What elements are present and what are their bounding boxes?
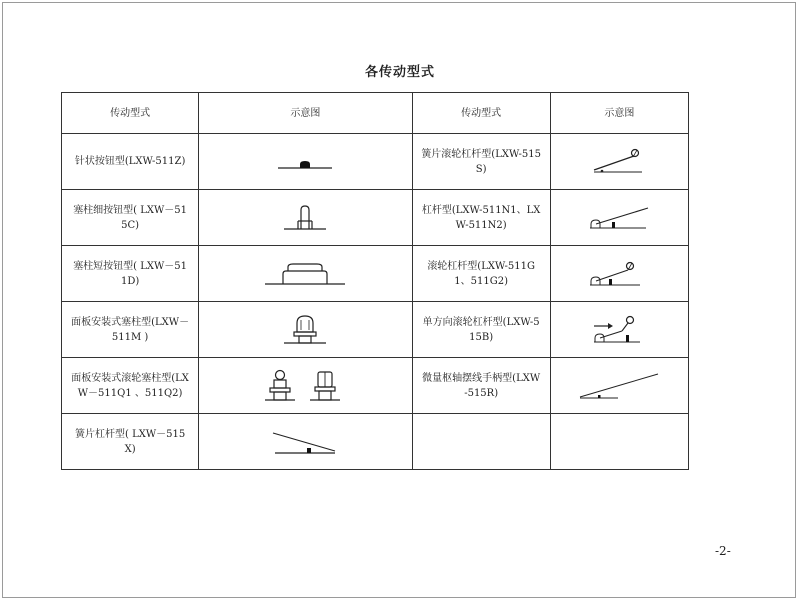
actuator-name: 簧片杠杆型( LXW－515X) (75, 428, 186, 455)
actuator-name-cell (412, 358, 550, 414)
table-row (62, 190, 689, 246)
actuator-name-cell (62, 414, 199, 470)
actuator-name-cell (62, 134, 199, 190)
header-diagram: 示意图 (550, 93, 688, 134)
micro-pivot-wire-handle-icon (574, 368, 664, 404)
table-header-row (62, 93, 689, 134)
actuator-name: 面板安装式滚轮塞柱型(LXW－511Q1 、511Q2) (71, 372, 189, 399)
diagram-cell (550, 246, 688, 302)
plunger-thin-button-icon (270, 201, 340, 235)
actuator-name: 单方向滚轮杠杆型(LXW-515B) (422, 316, 540, 343)
actuator-name-cell (62, 302, 199, 358)
header-diagram: 示意图 (199, 93, 412, 134)
panel-roller-plunger-icon (255, 366, 355, 406)
table-row (62, 134, 689, 190)
diagram-cell (199, 190, 412, 246)
diagram-cell (550, 190, 688, 246)
header-actuator-type: 传动型式 (412, 93, 550, 134)
roller-lever-icon (584, 257, 654, 291)
actuator-type-table (61, 92, 689, 470)
diagram-cell (199, 414, 412, 470)
actuator-name-cell (62, 190, 199, 246)
one-way-roller-lever-icon (584, 312, 654, 348)
needle-button-icon (270, 150, 340, 174)
document-page (2, 2, 796, 598)
actuator-name: 塞柱短按钮型( LXW－511D) (73, 260, 188, 287)
actuator-name-cell (412, 246, 550, 302)
table-row (62, 246, 689, 302)
actuator-name-cell (62, 246, 199, 302)
table-row (62, 302, 689, 358)
diagram-cell (199, 246, 412, 302)
header-actuator-type: 传动型式 (62, 93, 199, 134)
diagram-cell (550, 134, 688, 190)
actuator-name-cell (62, 358, 199, 414)
diagram-cell (550, 302, 688, 358)
diagram-cell (199, 358, 412, 414)
actuator-name: 面板安装式塞柱型(LXW－511M ) (71, 316, 190, 343)
lever-icon (584, 201, 654, 235)
diagram-cell (199, 302, 412, 358)
actuator-name: 簧片滚轮杠杆型(LXW-515S) (421, 148, 541, 175)
diagram-cell (199, 134, 412, 190)
actuator-name: 针状按钮型(LXW-511Z) (74, 156, 186, 167)
actuator-name: 滚轮杠杆型(LXW-511G1、511G2) (427, 260, 535, 287)
diagram-cell (550, 358, 688, 414)
actuator-name: 塞柱细按钮型( LXW－515C) (73, 204, 188, 231)
actuator-name: 杠杆型(LXW-511N1、LXW-511N2) (421, 204, 541, 231)
actuator-name-cell (412, 302, 550, 358)
table-row (62, 358, 689, 414)
spring-lever-icon (265, 425, 345, 459)
panel-plunger-icon (270, 312, 340, 348)
table-row (62, 414, 689, 470)
page-number: -2- (715, 544, 731, 558)
page-title: 各传动型式 (364, 65, 435, 80)
plunger-short-button-icon (255, 259, 355, 289)
spring-roller-lever-icon (584, 145, 654, 179)
actuator-name-cell (412, 134, 550, 190)
actuator-name-cell (412, 190, 550, 246)
actuator-name: 微量枢轴摆线手柄型(LXW-515R) (422, 372, 541, 399)
empty-cell (550, 414, 688, 470)
empty-cell (412, 414, 550, 470)
